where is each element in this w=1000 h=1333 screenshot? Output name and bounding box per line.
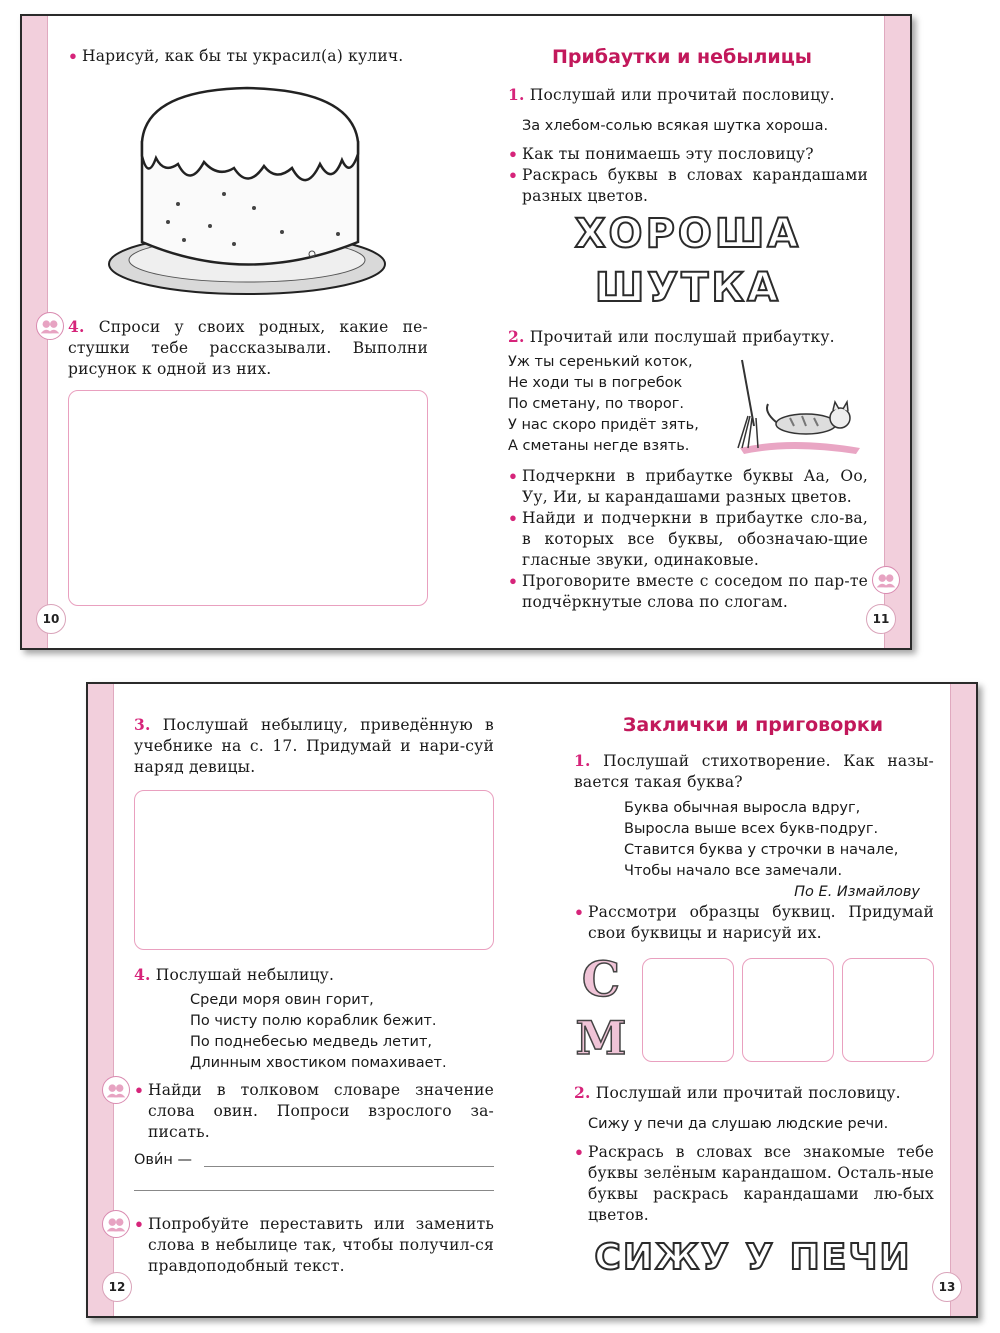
proverb: За хлебом-солью всякая шутка хороша. <box>522 118 829 134</box>
task-draw-cake: • Нарисуй, как бы ты украсил(а) кулич. <box>68 46 468 67</box>
poem-kotok <box>508 352 738 457</box>
bullet-item: • Подчеркни в прибаутке буквы Аа, Оо, Уу, Ии, ы карандашами разных цветов. <box>508 466 868 508</box>
task-4-ask-relatives: 4. Спроси у своих родных, какие пе-стушки тебе рассказывали. Выполни рисунок к одной из них. <box>68 317 428 378</box>
drop-cap-example-s: С <box>581 952 621 1008</box>
proverb: Сижу у печи да слушаю людские речи. <box>588 1116 889 1132</box>
ovin-label: Ови́н — <box>134 1152 192 1168</box>
poem-author: По Е. Измайлову <box>794 884 920 900</box>
poem-line: По чисту полю кораблик бежит. <box>190 1013 437 1029</box>
bullet-item: • Найди в толковом словаре значение слова овин. Попроси взрослого за-писать. <box>134 1080 494 1143</box>
poem-line: Ставится буква у строчки в начале, <box>624 842 899 858</box>
poem-bukvitsa <box>624 798 934 882</box>
bullet-item: • Раскрась в словах все знакомые тебе буквы зелёным карандашом. Осталь-ные буквы раскрась карандашами лю-бых цветов. <box>574 1142 934 1226</box>
poem-line: Выросла выше всех букв-подруг. <box>624 821 879 837</box>
task-1-listen: 1. Послушай или прочитай пословицу. <box>508 85 835 104</box>
outline-phrase: СИЖУ У ПЕЧИ <box>594 1237 912 1278</box>
task-number: 4. <box>68 317 85 336</box>
poem-line: У нас скоро придёт зять, <box>508 417 699 433</box>
task-1-listen-poem: 1. Послушай стихотворение. Как назы-вается такая буква? <box>574 751 934 791</box>
spread-pages-12-13 <box>86 682 978 1318</box>
bullet-list-1 <box>508 144 868 207</box>
bullet-item: • Раскрась буквы в словах карандашами разных цветов. <box>508 165 868 207</box>
drop-cap-frame-2[interactable] <box>742 958 834 1062</box>
task-3-listen-fable: 3. Послушай небылицу, приведённую в учебнике на с. 17. Придумай и нари-суй наряд девицы. <box>134 715 494 776</box>
task-2-read: 2. Прочитай или послушай прибаутку. <box>508 327 835 346</box>
bullet-item: • Рассмотри образцы буквиц. Придумай свои буквицы и нарисуй их. <box>574 902 934 944</box>
poem-line: Уж ты серенький коток, <box>508 354 693 370</box>
page-number: 11 <box>866 604 896 634</box>
poem-line: Среди моря овин горит, <box>190 992 374 1008</box>
page-number: 10 <box>36 604 66 634</box>
spread-pages-10-11 <box>20 14 912 650</box>
cat-broom-illustration <box>730 356 866 456</box>
task-2-proverb: 2. Послушай или прочитай пословицу. <box>574 1083 901 1102</box>
drop-cap-example-m: М <box>575 1011 627 1065</box>
poem-line: По сметану, по творог. <box>508 396 684 412</box>
poem-line: Не ходи ты в погребок <box>508 375 683 391</box>
poem-line: Длинным хвостиком помахивает. <box>190 1055 447 1071</box>
answer-line[interactable] <box>204 1166 494 1167</box>
page-number: 12 <box>102 1272 132 1302</box>
bullet-item: • Найди и подчеркни в прибаутке сло-ва, в которых все буквы, обозначаю-щие гласные звуки, одинаковые. <box>508 508 868 571</box>
poem-line: По поднебесью медведь летит, <box>190 1034 433 1050</box>
bullet-item: • Как ты понимаешь эту пословицу? <box>508 144 868 165</box>
section-title: Заклички и приговорки <box>622 714 884 736</box>
bullet-dictionary <box>134 1080 494 1143</box>
pair-work-icon <box>36 312 64 340</box>
pair-work-icon <box>102 1076 130 1104</box>
pair-work-icon <box>102 1210 130 1238</box>
poem-line: Буква обычная выросла вдруг, <box>624 800 861 816</box>
section-title: Прибаутки и небылицы <box>551 46 812 68</box>
bullet-color <box>574 1142 934 1226</box>
answer-line[interactable] <box>134 1190 494 1191</box>
bullet-rearrange <box>134 1214 494 1277</box>
cake-illustration <box>106 82 392 304</box>
drop-cap-frame-1[interactable] <box>642 958 734 1062</box>
bullet-bukvitsy <box>574 902 934 944</box>
right-margin-band <box>950 684 976 1316</box>
drop-cap-frame-3[interactable] <box>842 958 934 1062</box>
outline-word-shutka: ШУТКА <box>594 265 782 311</box>
poem-line: А сметаны негде взять. <box>508 438 690 454</box>
pair-work-icon <box>872 566 900 594</box>
bullet-item: • Попробуйте переставить или заменить слова в небылице так, чтобы получил-ся правдоподобный текст. <box>134 1214 494 1277</box>
poem-ovin <box>190 990 490 1074</box>
bullet-item: • Проговорите вместе с соседом по пар-те подчёркнутые слова по слогам. <box>508 571 868 613</box>
right-margin-band <box>884 16 910 648</box>
poem-line: Чтобы начало все замечали. <box>624 863 843 879</box>
outline-word-horosha: ХОРОША <box>574 211 802 257</box>
bullet-list-2 <box>508 466 868 613</box>
page-number: 13 <box>932 1272 962 1302</box>
drawing-frame[interactable] <box>68 390 428 606</box>
task-4-listen: 4. Послушай небылицу. <box>134 965 335 984</box>
drawing-frame[interactable] <box>134 790 494 950</box>
